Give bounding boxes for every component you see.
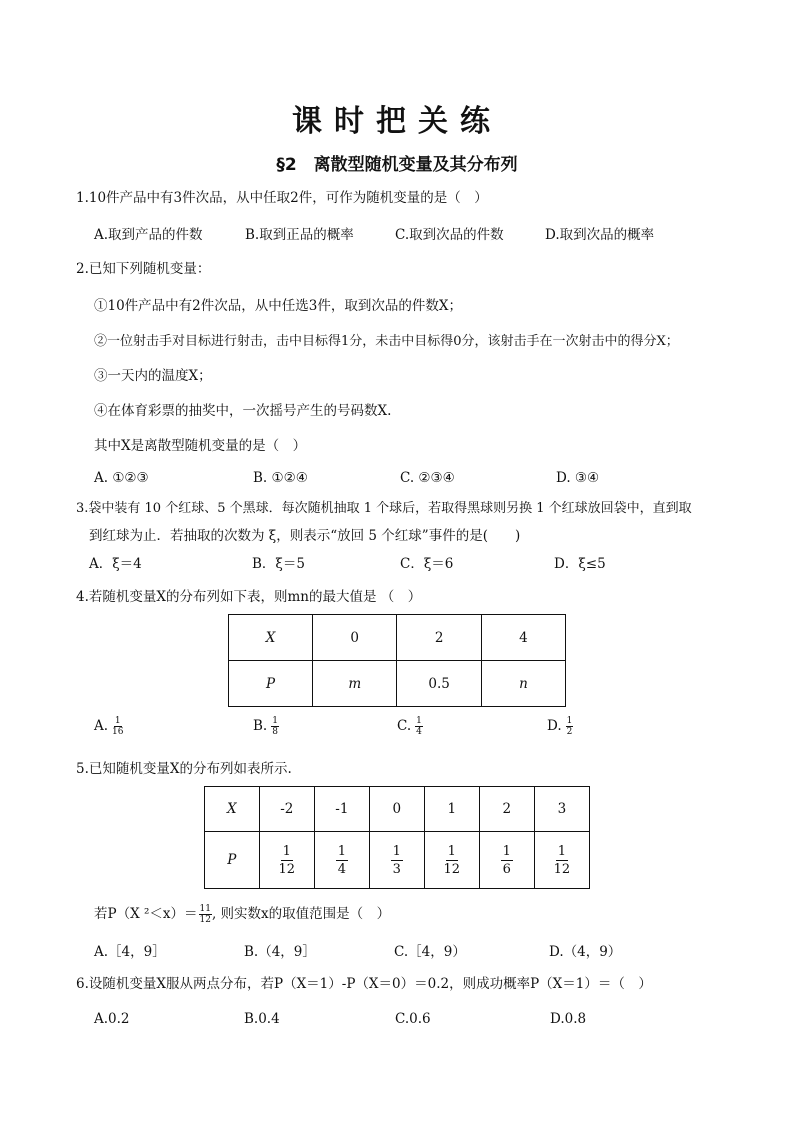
q2-item-1: ①10件产品中有2件次品，从中任选3件，取到次品的件数X； [94, 298, 462, 314]
q4-cell-p-value: 0.5 [397, 661, 482, 707]
q5-cell-p-value: $\frac{1}{6}$ [479, 832, 534, 889]
q1-option-a: A.取到产品的件数 [94, 227, 203, 243]
q5-cell-p-value: $\frac{1}{12}$ [534, 832, 589, 889]
q6-option-a: A.0.2 [94, 1011, 130, 1027]
q5-cell-x-value: 1 [424, 787, 479, 832]
q2-option-b: B. ①②④ [253, 470, 308, 486]
q5-option-b: B.（4，9］ [244, 944, 316, 960]
q2-item-4: ④在体育彩票的抽奖中，一次摇号产生的号码数X. [94, 403, 392, 419]
q4-option-a: A. $\frac{1}{16}$ [94, 716, 124, 737]
q4-option-d: D. $\frac{1}{2}$ [547, 716, 573, 737]
q5-option-c: C.［4，9） [394, 944, 466, 960]
q2-option-c: C. ②③④ [400, 470, 455, 486]
q3-option-a: A．ξ＝4 [89, 556, 142, 572]
q5-table-row-p [205, 832, 590, 889]
q3-option-c: C．ξ＝6 [400, 556, 454, 572]
q5-cell-x-value: 3 [534, 787, 589, 832]
q2-option-a: A. ①②③ [94, 470, 149, 486]
q3-stem-line2: 到红球为止．若抽取的次数为 ξ，则表示“放回 5 个红球”事件的是( ) [89, 528, 521, 544]
q5-cell-p-value: $\frac{1}{12}$ [424, 832, 479, 889]
q4-option-c: C. $\frac{1}{4}$ [397, 716, 422, 737]
q5-cell-p-label: P [205, 832, 260, 889]
q3-stem-line1: 3.袋中装有 10 个红球、5 个黑球．每次随机抽取 1 个球后，若取得黑球则另换 1 个红球放回袋中，直到取 [76, 501, 692, 516]
q4-table-row-p [229, 661, 566, 707]
q6-option-c: C.0.6 [395, 1011, 431, 1027]
q2-ask: 其中X是离散型随机变量的是（ ） [94, 438, 307, 454]
q5-table-row-x [205, 787, 590, 832]
q5-cell-p-value: $\frac{1}{4}$ [314, 832, 369, 889]
q4-cell-x-value: 4 [481, 615, 565, 661]
q4-table-row-x [229, 615, 566, 661]
q4-cell-p-value: m [313, 661, 397, 707]
q1-option-c: C.取到次品的件数 [395, 227, 504, 243]
section-subtitle: §2 离散型随机变量及其分布列 [276, 155, 518, 175]
q1-option-b: B.取到正品的概率 [245, 227, 354, 243]
q2-stem: 2.已知下列随机变量： [76, 261, 211, 277]
q2-item-2: ②一位射击手对目标进行射击，击中目标得1分，未击中目标得0分，该射击手在一次射击中的得分X； [94, 334, 679, 349]
q1-stem: 1.10件产品中有3件次品，从中任取2件，可作为随机变量的是（ ） [76, 190, 488, 206]
q3-option-b: B．ξ＝5 [252, 556, 305, 572]
q2-option-d: D. ③④ [556, 470, 600, 486]
q4-cell-x-value: 0 [313, 615, 397, 661]
q4-cell-p-label: P [229, 661, 313, 707]
q4-cell-x-label: X [229, 615, 313, 661]
q5-cell-x-value: -1 [314, 787, 369, 832]
q5-cell-p-value: $\frac{1}{12}$ [259, 832, 314, 889]
q5-cell-x-value: -2 [259, 787, 314, 832]
page-title: 课时把关练 [292, 104, 502, 139]
q5-option-a: A.［4，9］ [94, 944, 166, 960]
q3-option-d: D．ξ≤5 [554, 556, 606, 572]
q6-option-d: D.0.8 [550, 1011, 587, 1027]
q5-ask: 若P（X ²＜x）＝ $\frac{11}{12}$ , 则实数x的取值范围是（ ） [94, 904, 391, 925]
q5-cell-x-value: 2 [479, 787, 534, 832]
q4-cell-p-value: n [481, 661, 565, 707]
q4-cell-x-value: 2 [397, 615, 482, 661]
q6-option-b: B.0.4 [244, 1011, 280, 1027]
q1-option-d: D.取到次品的概率 [545, 227, 655, 243]
q5-option-d: D.（4，9） [549, 944, 622, 960]
q5-stem: 5.已知随机变量X的分布列如表所示. [76, 761, 292, 777]
q4-distribution-table [228, 614, 566, 707]
q5-cell-x-label: X [205, 787, 260, 832]
q5-cell-x-value: 0 [369, 787, 424, 832]
q2-item-3: ③一天内的温度X； [94, 368, 212, 384]
q5-distribution-table [204, 786, 590, 889]
q4-option-b: B. $\frac{1}{8}$ [253, 716, 278, 737]
q4-stem: 4.若随机变量X的分布列如下表，则mn的最大值是 （ ） [76, 589, 422, 605]
q5-cell-p-value: $\frac{1}{3}$ [369, 832, 424, 889]
q6-stem: 6.设随机变量X服从两点分布，若P（X＝1）-P（X＝0）＝0.2，则成功概率P（X＝1）＝（ ） [76, 976, 652, 992]
